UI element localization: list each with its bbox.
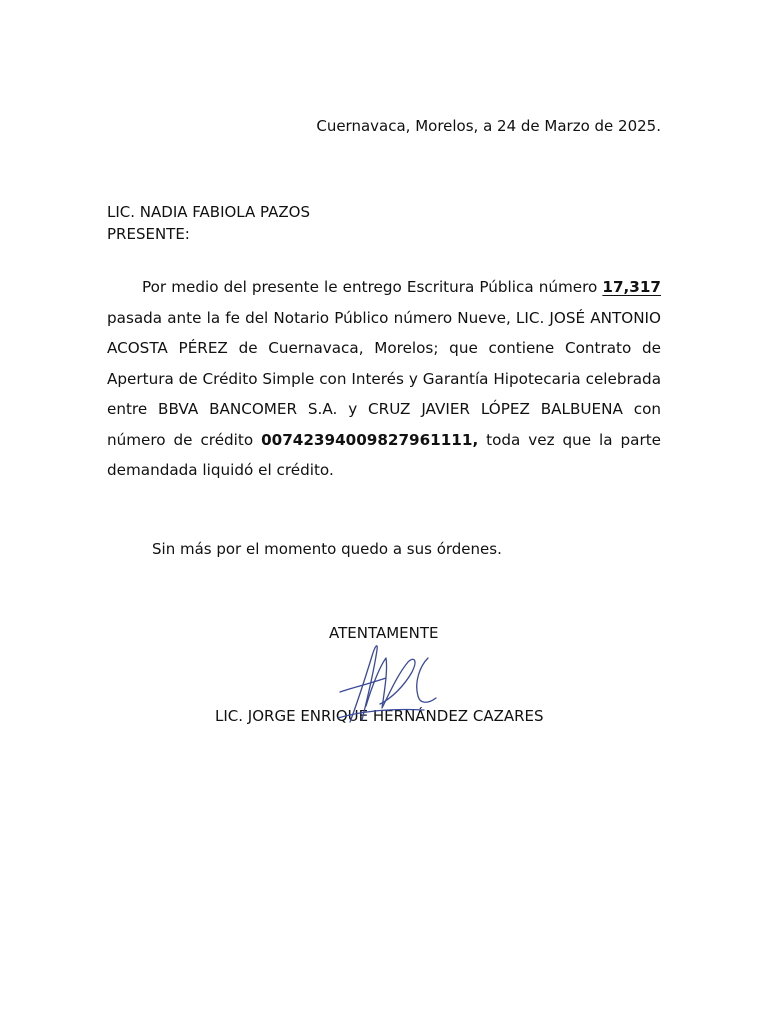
body-text-part-3: toda vez que la parte demandada liquidó el crédito. [107, 430, 661, 479]
credit-number: 00742394009827961111, [261, 430, 479, 449]
body-text-part-1: Por medio del presente le entrego Escritura Pública número [142, 278, 603, 296]
handwritten-signature [328, 636, 448, 726]
recipient-block [107, 201, 310, 245]
valediction: ATENTAMENTE [329, 624, 439, 642]
closing-line: Sin más por el momento quedo a sus órdenes. [152, 540, 502, 558]
deed-number: 17,317 [602, 278, 661, 296]
recipient-name: LIC. NADIA FABIOLA PAZOS [107, 203, 310, 221]
body-text-part-2: pasada ante la fe del Notario Público número Nueve, LIC. JOSÉ ANTONIO ACOSTA PÉREZ de Cuernavaca, Morelos; que contiene Contrato de Apertura de Crédito Simple con Interés y Garantía Hipotecaria celebrada entre BBVA BANCOMER S.A. y CRUZ JAVIER LÓPEZ BALBUENA con número de crédito [107, 308, 661, 449]
date-line: Cuernavaca, Morelos, a 24 de Marzo de 2025. [316, 117, 661, 135]
letter-body [107, 272, 661, 486]
signer-name: LIC. JORGE ENRIQUE HERNÁNDEZ CAZARES [215, 707, 544, 725]
recipient-salutation: PRESENTE: [107, 225, 190, 243]
